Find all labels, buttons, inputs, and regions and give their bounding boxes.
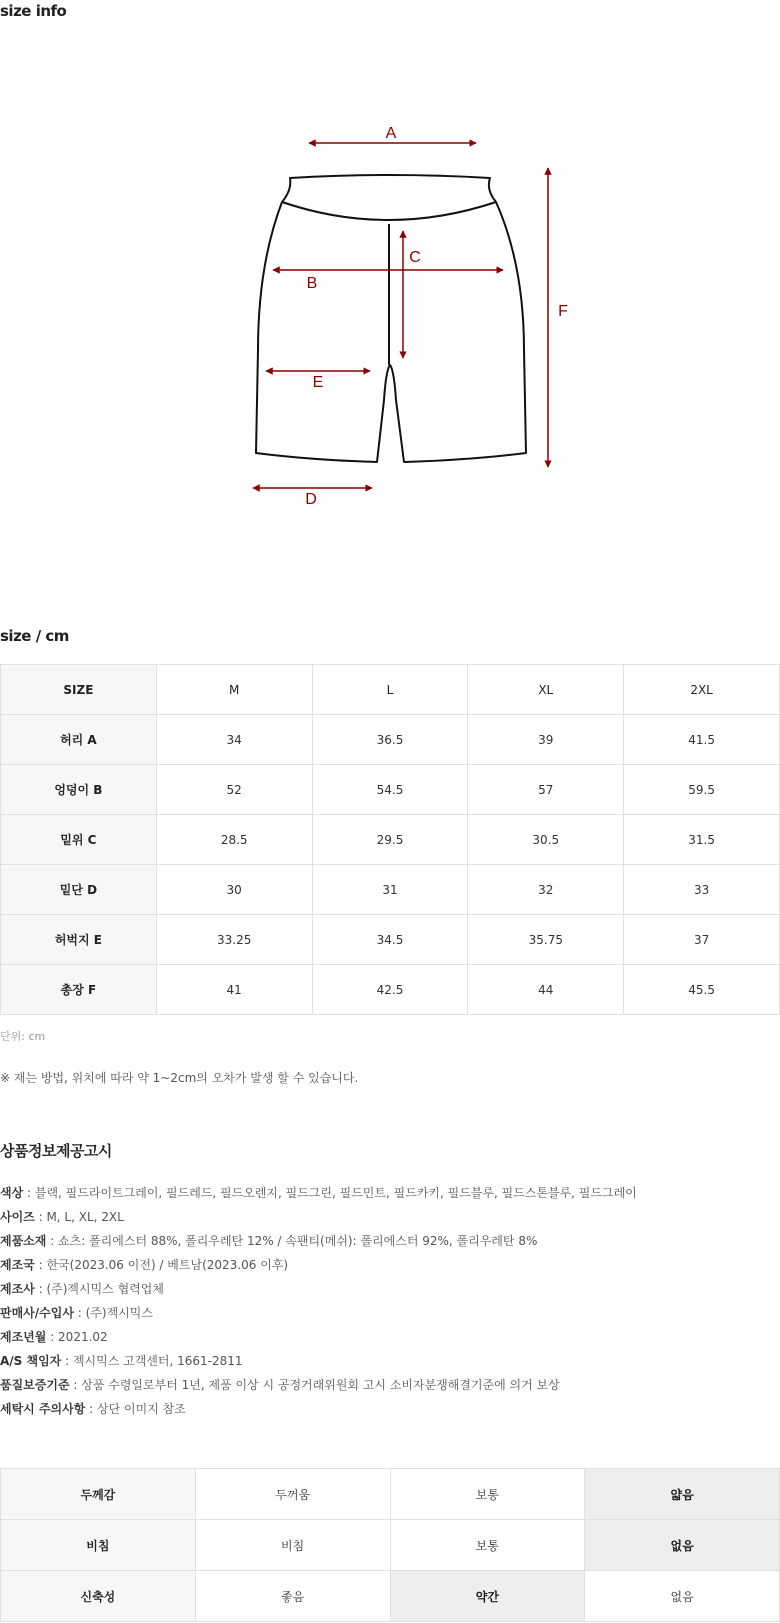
table-row bbox=[1, 765, 780, 815]
table-cell: 29.5 bbox=[312, 815, 468, 865]
feel-option-selected: 약간 bbox=[390, 1571, 585, 1622]
info-value: : (주)젝시믹스 bbox=[73, 1306, 153, 1320]
table-cell: 30 bbox=[156, 865, 312, 915]
row-label: 허리 A bbox=[1, 715, 157, 765]
table-cell: 45.5 bbox=[624, 965, 780, 1015]
info-value: : M, L, XL, 2XL bbox=[34, 1210, 124, 1224]
table-cell: 30.5 bbox=[468, 815, 624, 865]
table-cell: 33.25 bbox=[156, 915, 312, 965]
row-label: 밑위 C bbox=[1, 815, 157, 865]
list-item bbox=[0, 1349, 637, 1373]
list-item bbox=[0, 1253, 637, 1277]
feel-option-selected: 없음 bbox=[585, 1520, 780, 1571]
table-row bbox=[1, 715, 780, 765]
tolerance-note: ※ 재는 방법, 위치에 따라 약 1~2cm의 오차가 발생 할 수 있습니다. bbox=[0, 1071, 359, 1085]
feel-option: 보통 bbox=[390, 1520, 585, 1571]
list-item bbox=[0, 1301, 637, 1325]
feel-option: 없음 bbox=[585, 1571, 780, 1622]
info-value: : 상단 이미지 참조 bbox=[85, 1402, 186, 1416]
table-cell: 44 bbox=[468, 965, 624, 1015]
header-cell: SIZE bbox=[1, 665, 157, 715]
list-item bbox=[0, 1373, 637, 1397]
table-cell: 52 bbox=[156, 765, 312, 815]
header-cell: XL bbox=[468, 665, 624, 715]
table-row bbox=[1, 815, 780, 865]
info-value: : 젝시믹스 고객센터, 1661-2811 bbox=[61, 1354, 243, 1368]
info-key: 제조국 bbox=[0, 1258, 35, 1272]
table-cell: 37 bbox=[624, 915, 780, 965]
label-d: D bbox=[305, 491, 317, 508]
shorts-outline bbox=[256, 175, 526, 462]
header-cell: L bbox=[312, 665, 468, 715]
info-key: 품질보증기준 bbox=[0, 1378, 70, 1392]
info-key: 사이즈 bbox=[0, 1210, 35, 1224]
product-info-title: 상품정보제공고시 bbox=[0, 1142, 112, 1160]
row-label: 밑단 D bbox=[1, 865, 157, 915]
label-a: A bbox=[385, 125, 397, 142]
table-cell: 34.5 bbox=[312, 915, 468, 965]
row-label: 허벅지 E bbox=[1, 915, 157, 965]
info-value: : 쇼츠: 폴리에스터 88%, 폴리우레탄 12% / 속팬티(메쉬): 폴리에스터 92%, 폴리우레탄 8% bbox=[46, 1234, 538, 1248]
shorts-measurement-diagram bbox=[0, 0, 780, 540]
table-row bbox=[1, 965, 780, 1015]
table-cell: 42.5 bbox=[312, 965, 468, 1015]
feel-label: 비침 bbox=[1, 1520, 196, 1571]
info-key: 제조사 bbox=[0, 1282, 35, 1296]
table-cell: 33 bbox=[624, 865, 780, 915]
feel-option: 좋음 bbox=[195, 1571, 390, 1622]
feel-option: 비침 bbox=[195, 1520, 390, 1571]
list-item bbox=[0, 1181, 637, 1205]
header-cell: 2XL bbox=[624, 665, 780, 715]
feel-option: 보통 bbox=[390, 1469, 585, 1520]
label-c: C bbox=[409, 249, 421, 266]
list-item bbox=[0, 1229, 637, 1253]
info-key: 세탁시 주의사항 bbox=[0, 1402, 86, 1416]
feel-label: 두께감 bbox=[1, 1469, 196, 1520]
table-cell: 31.5 bbox=[624, 815, 780, 865]
table-row bbox=[1, 915, 780, 965]
legs-outline bbox=[256, 202, 526, 462]
label-e: E bbox=[312, 374, 324, 391]
feel-option-selected: 얇음 bbox=[585, 1469, 780, 1520]
table-row bbox=[1, 1520, 780, 1571]
size-table bbox=[0, 664, 780, 1015]
table-cell: 35.75 bbox=[468, 915, 624, 965]
info-value: : 블랙, 필드라이트그레이, 필드레드, 필드오렌지, 필드그린, 필드민트, 필드카키, 필드블루, 필드스톤블루, 필드그레이 bbox=[23, 1186, 637, 1200]
waistband-outline bbox=[282, 175, 496, 220]
table-cell: 41 bbox=[156, 965, 312, 1015]
table-cell: 59.5 bbox=[624, 765, 780, 815]
table-cell: 39 bbox=[468, 715, 624, 765]
table-cell: 36.5 bbox=[312, 715, 468, 765]
info-key: A/S 책임자 bbox=[0, 1354, 62, 1368]
list-item bbox=[0, 1397, 637, 1421]
info-value: : 상품 수령일로부터 1년, 제품 이상 시 공정거래위원회 고시 소비자분쟁해결기준에 의거 보상 bbox=[69, 1378, 560, 1392]
row-label: 엉덩이 B bbox=[1, 765, 157, 815]
info-key: 제품소재 bbox=[0, 1234, 47, 1248]
list-item bbox=[0, 1325, 637, 1349]
size-cm-title: size / cm bbox=[0, 627, 69, 645]
table-cell: 41.5 bbox=[624, 715, 780, 765]
table-row bbox=[1, 865, 780, 915]
size-table-header-row bbox=[1, 665, 780, 715]
table-row bbox=[1, 1469, 780, 1520]
info-key: 제조년월 bbox=[0, 1330, 47, 1344]
table-row bbox=[1, 1571, 780, 1622]
info-key: 판매사/수입사 bbox=[0, 1306, 74, 1320]
row-label: 총장 F bbox=[1, 965, 157, 1015]
table-cell: 34 bbox=[156, 715, 312, 765]
label-b: B bbox=[306, 275, 318, 292]
info-value: : (주)젝시믹스 협력업체 bbox=[34, 1282, 164, 1296]
header-cell: M bbox=[156, 665, 312, 715]
table-cell: 28.5 bbox=[156, 815, 312, 865]
feel-option: 두꺼움 bbox=[195, 1469, 390, 1520]
info-value: : 한국(2023.06 이전) / 베트남(2023.06 이후) bbox=[34, 1258, 289, 1272]
size-info-title: size info bbox=[0, 2, 67, 20]
fabric-feel-table bbox=[0, 1468, 780, 1622]
info-key: 색상 bbox=[0, 1186, 24, 1200]
unit-note: 단위: cm bbox=[0, 1030, 46, 1043]
feel-label: 신축성 bbox=[1, 1571, 196, 1622]
table-cell: 31 bbox=[312, 865, 468, 915]
list-item bbox=[0, 1205, 637, 1229]
list-item bbox=[0, 1277, 637, 1301]
product-info-list bbox=[0, 1181, 637, 1421]
table-cell: 57 bbox=[468, 765, 624, 815]
table-cell: 54.5 bbox=[312, 765, 468, 815]
table-cell: 32 bbox=[468, 865, 624, 915]
label-f: F bbox=[558, 303, 568, 320]
info-value: : 2021.02 bbox=[46, 1330, 108, 1344]
